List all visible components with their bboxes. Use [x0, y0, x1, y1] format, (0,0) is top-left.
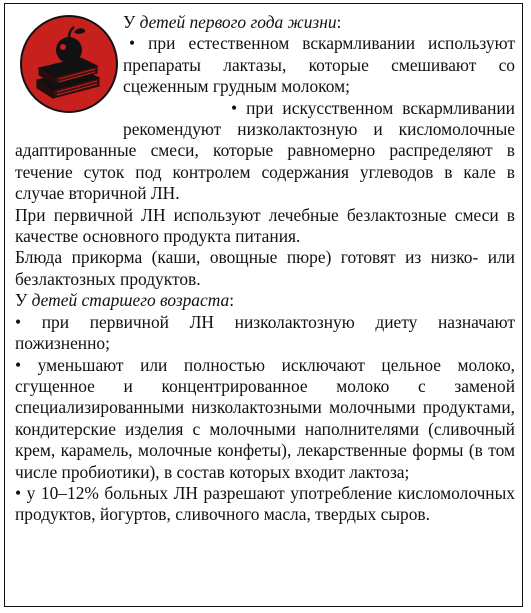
infants-item-1: • при естественном вскармливании используют препараты лактазы, которые смешивают со сцеженным грудным молоком; — [123, 33, 515, 97]
primary-paragraph: При первичной ЛН используют лечебные безлактозные смеси в качестве основного продукта питания. — [15, 204, 515, 247]
infants-item-2: • при искусственном вскармливании рекомендуют низколактозную и кисломолочные адаптированные смеси, которые равномерно распределяют в течение суток под контролем содержания углеводов в кале в случае вторичной ЛН. — [15, 97, 515, 204]
older-item-1: • при первичной ЛН низколактозную диету назначают пожизненно; — [15, 311, 515, 354]
older-item-3: • у 10–12% больных ЛН разрешают употребление кисломолочных продуктов, йогуртов, сливочного масла, твердых сыров. — [15, 482, 515, 525]
older-item-2: • уменьшают или полностью исключают цельное молоко, сгущенное и концентрированное молоко с заменой специализированными низколактозными молочными продуктами, кондитерские изделия с молочными наполнителями (сливочный крем, карамель, молочные конфеты), лекарственные формы (в том числе пробиотики), в состав которых входит лактоза; — [15, 354, 515, 482]
article-text — [15, 12, 515, 526]
complementary-paragraph: Блюда прикорма (каши, овощные пюре) готовят из низко- или безлактозных продуктов. — [15, 247, 515, 289]
info-box — [4, 3, 523, 607]
older-heading: У детей старшего возраста: — [15, 290, 235, 311]
infants-heading: У детей первого года жизни: — [123, 12, 342, 32]
